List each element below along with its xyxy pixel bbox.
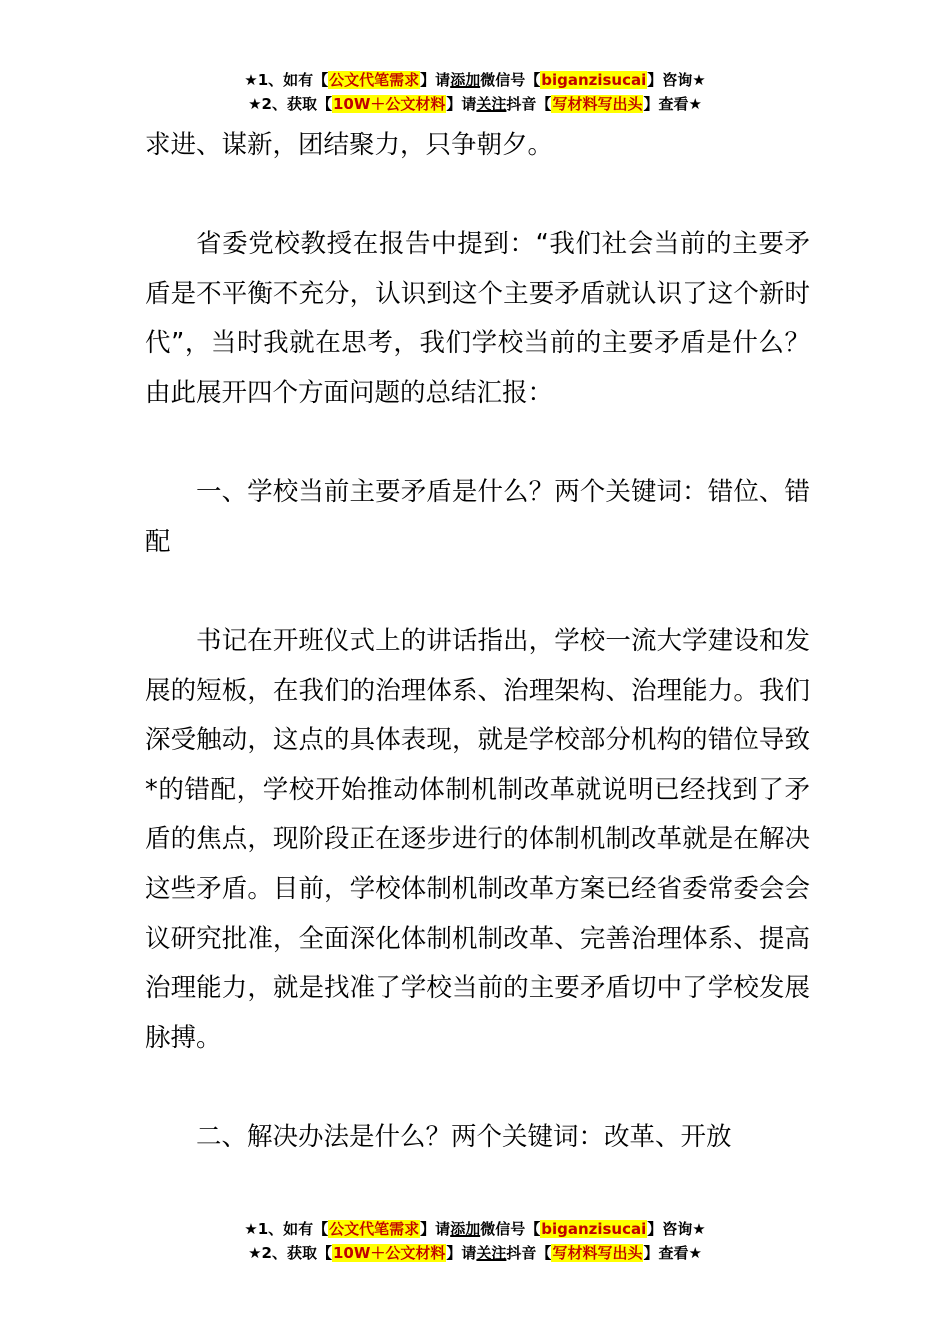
banner-text: ★1、如有【 [244,1220,329,1238]
footer-banner [0,1217,950,1265]
banner-text: 抖音【 [506,95,552,113]
paragraph: 书记在开班仪式上的讲话指出，学校一流大学建设和发展的短板，在我们的治理体系、治理架构、治理能力。我们深受触动，这点的具体表现，就是学校部分机构的错位导致*的错配，学校开始推动体制机制改革就说明已经找到了矛盾的焦点，现阶段正在逐步进行的体制机制改革就是在解决这些矛盾。目前，学校体制机制改革方案已经省委常委会会议研究批准，全面深化体制机制改革、完善治理体系、提高治理能力，就是找准了学校当前的主要矛盾切中了学校发展脉搏。 [145,625,810,1053]
banner-highlight: 10W＋公文材料 [332,95,446,113]
banner-highlight: 写材料写出头 [552,95,643,113]
banner-line-1 [0,1217,950,1241]
header-banner [0,68,950,116]
banner-text: 微信号【 [480,1220,541,1238]
banner-text: 】请 [420,71,451,89]
banner-highlight: biganzisucai [541,71,647,89]
banner-underline: 添加 [450,1220,481,1238]
banner-text: ★2、获取【 [248,1244,332,1262]
banner-highlight: 公文代笔需求 [329,1220,420,1238]
banner-highlight: 10W＋公文材料 [332,1244,446,1262]
paragraph: 求进、谋新，团结聚力，只争朝夕。 [145,130,554,160]
banner-text: 】咨询★ [647,71,706,89]
banner-line-2 [0,1241,950,1265]
section-heading: 二、解决办法是什么？两个关键词：改革、开放 [196,1121,732,1152]
banner-line-2 [0,92,950,116]
banner-text: 】请 [420,1220,451,1238]
banner-line-1 [0,68,950,92]
banner-highlight: 公文代笔需求 [329,71,420,89]
banner-text: 】查看★ [643,95,702,113]
banner-underline: 关注 [476,1244,507,1262]
banner-text: 】咨询★ [647,1220,706,1238]
banner-text: 】查看★ [643,1244,702,1262]
banner-text: ★2、获取【 [248,95,332,113]
section-heading: 一、学校当前主要矛盾是什么？两个关键词：错位、错配 [145,477,810,557]
banner-underline: 添加 [450,71,481,89]
banner-underline: 关注 [476,95,507,113]
banner-highlight: biganzisucai [541,1220,647,1238]
banner-text: ★1、如有【 [244,71,329,89]
banner-text: 微信号【 [480,71,541,89]
banner-highlight: 写材料写出头 [552,1244,643,1262]
banner-text: 】请 [446,1244,477,1262]
banner-text: 】请 [446,95,477,113]
paragraph: 省委党校教授在报告中提到：“我们社会当前的主要矛盾是不平衡不充分，认识到这个主要矛盾就认识了这个新时代”，当时我就在思考，我们学校当前的主要矛盾是什么？由此展开四个方面问题的总结汇报： [145,229,810,408]
document-body [145,121,810,1162]
banner-text: 抖音【 [506,1244,552,1262]
